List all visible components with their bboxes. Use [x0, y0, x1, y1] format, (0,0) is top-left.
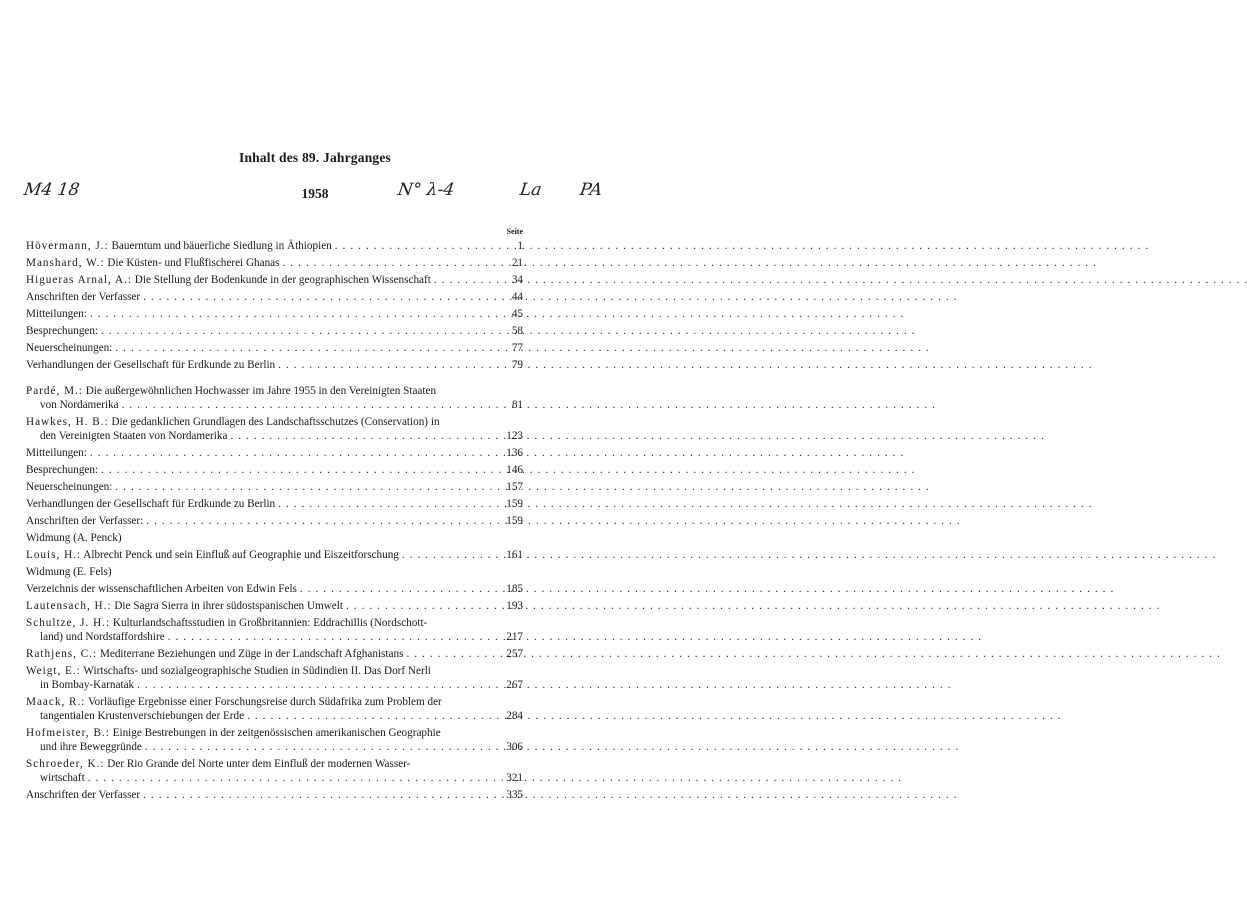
toc-entry-line	[26, 565, 523, 579]
toc-entry-line	[26, 726, 523, 740]
toc-entry-leader-dots	[140, 788, 499, 802]
toc-entry-line	[26, 256, 523, 270]
toc-entry-page-number: 136	[506, 447, 523, 459]
toc-entry	[26, 531, 523, 545]
toc-entry-page-number: 77	[511, 342, 523, 354]
toc-entry-continuation: und ihre Beweggründe	[40, 741, 142, 753]
toc-entry-line	[26, 599, 523, 613]
toc-entry	[26, 599, 523, 613]
toc-entry-author: Higueras Arnal, A.:	[26, 274, 132, 286]
toc-entry	[26, 582, 523, 596]
toc-entry-text	[26, 599, 343, 613]
toc-entry	[26, 497, 523, 511]
toc-entry-page-number: 306	[506, 741, 523, 753]
toc-entry-text	[26, 256, 280, 270]
toc-entry-continuation: wirtschaft	[40, 772, 85, 784]
toc-entry-author: Schultze, J. H.:	[26, 617, 111, 629]
toc-entry-line	[26, 463, 523, 477]
toc-entry-leader-dots	[275, 497, 499, 511]
toc-entry	[26, 307, 523, 321]
toc-entry-leader-dots	[142, 740, 499, 754]
toc-entry-leader-dots	[297, 582, 499, 596]
toc-entry-text	[26, 788, 140, 802]
toc-entry-title: Neuerscheinungen:	[26, 342, 113, 354]
toc-entry-text	[26, 307, 87, 321]
toc-entry-text	[26, 358, 275, 372]
toc-entry-text	[26, 531, 122, 545]
toc-entry-page-number: 146	[506, 464, 523, 476]
toc-entry-page-number: 217	[506, 631, 523, 643]
toc-entry-line	[26, 664, 523, 678]
toc-entry-title: Der Rio Grande del Norte unter dem Einfluß der modernen Wasser-	[107, 758, 411, 770]
toc-entry	[26, 480, 523, 494]
toc-entry-leader-dots	[227, 429, 499, 443]
handwritten-note-1: M4 18	[22, 180, 81, 200]
toc-entry	[26, 384, 523, 412]
toc-entry-title: Widmung (A. Penck)	[26, 532, 122, 544]
toc-entry-line	[26, 757, 523, 771]
toc-entry-text	[26, 341, 112, 355]
toc-entry-text	[26, 273, 431, 287]
toc-entry-page-number: 1	[517, 240, 523, 252]
volume-year: 1958	[301, 186, 329, 201]
toc-entry-continuation: den Vereinigten Staaten von Nordamerika	[40, 430, 228, 442]
toc-entry-title: Bauerntum und bäuerliche Siedlung in Äthiopien	[111, 240, 332, 252]
toc-entry	[26, 324, 523, 338]
toc-entry-page-number: 79	[511, 359, 523, 371]
toc-entry	[26, 463, 523, 477]
toc-entry-title: Verzeichnis der wissenschaftlichen Arbeiten von Edwin Fels	[26, 583, 297, 595]
toc-entry-title: Die gedanklichen Grundlagen des Landschaftsschutzes (Conservation) in	[111, 416, 440, 428]
toc-entry-title: Wirtschafts- und sozialgeographische Studien in Südindien II. Das Dorf Nerli	[83, 665, 431, 677]
toc-entry-title: Besprechungen:	[26, 464, 99, 476]
toc-entry-text	[26, 726, 441, 740]
toc-entry-continuation-line	[26, 630, 523, 644]
toc-entry-page-number: 161	[506, 549, 523, 561]
toc-entry-leader-dots	[431, 273, 499, 287]
toc-entry-leader-dots	[119, 398, 499, 412]
toc-entry-text	[26, 616, 427, 630]
toc-entry-title: Albrecht Penck und sein Einfluß auf Geographie und Eiszeitforschung	[83, 549, 399, 561]
toc-entry-author: Hofmeister, B.:	[26, 727, 110, 739]
toc-entry-title: Die Sagra Sierra in ihrer südostspanischen Umwelt	[114, 600, 343, 612]
toc-entry-leader-dots	[399, 548, 499, 562]
toc-entry-text	[26, 446, 87, 460]
toc-entry-author: Rathjens, C.:	[26, 648, 98, 660]
toc-entry	[26, 616, 523, 644]
toc-entry	[26, 239, 523, 253]
toc-entry-line	[26, 480, 523, 494]
toc-entry	[26, 664, 523, 692]
toc-entry-continuation: tangentialen Krustenverschiebungen der Erde	[40, 710, 245, 722]
toc-entry-title: Anschriften der Verfasser:	[26, 515, 144, 527]
toc-entry-title: Verhandlungen der Gesellschaft für Erdkunde zu Berlin	[26, 359, 276, 371]
toc-entry-continuation-line	[26, 678, 523, 692]
toc-entry	[26, 290, 523, 304]
toc-entry-leader-dots	[112, 480, 499, 494]
toc-entry-page-number: 185	[506, 583, 523, 595]
toc-entry-page-number: 44	[511, 291, 523, 303]
toc-entry-continuation-line	[26, 740, 523, 754]
toc-entry-title: Besprechungen:	[26, 325, 99, 337]
toc-entry	[26, 726, 523, 754]
toc-entry-title: Die Stellung der Bodenkunde in der geographischen Wissenschaft	[134, 274, 431, 286]
toc-entry-text	[26, 239, 332, 253]
toc-entry-page-number: 45	[511, 308, 523, 320]
toc-entry-page-number: 335	[506, 789, 523, 801]
toc-entry-page-number: 284	[506, 710, 523, 722]
toc-entry	[26, 446, 523, 460]
toc-entry	[26, 341, 523, 355]
toc-entry-page-number: 257	[506, 648, 523, 660]
toc-entries	[26, 239, 523, 802]
toc-entry	[26, 788, 523, 802]
toc-entry-line	[26, 239, 523, 253]
toc-entry-line	[26, 531, 523, 545]
toc-entry-page-number: 21	[511, 257, 523, 269]
toc-entry-title: Einige Bestrebungen in der zeitgenössischen amerikanischen Geographie	[112, 727, 441, 739]
toc-entry-line	[26, 290, 523, 304]
toc-entry-text	[26, 647, 403, 661]
toc-entry-title: Die Küsten- und Flußfischerei Ghanas	[107, 257, 280, 269]
toc-entry-text	[26, 384, 436, 398]
toc-entry-leader-dots	[143, 514, 499, 528]
handwritten-note-3: La	[518, 180, 543, 200]
toc-entry-leader-dots	[87, 307, 499, 321]
toc-entry-line	[26, 788, 523, 802]
toc-entry-line	[26, 446, 523, 460]
toc-entry-author: Schroeder, K.:	[26, 758, 105, 770]
toc-entry-author: Maack, R.:	[26, 696, 86, 708]
toc-entry-author: Pardé, M.:	[26, 385, 83, 397]
toc-entry-text	[26, 324, 98, 338]
toc-entry-page-number: 157	[506, 481, 523, 493]
toc-entry-leader-dots	[134, 678, 499, 692]
toc-entry-line	[26, 582, 523, 596]
toc-entry-line	[26, 415, 523, 429]
toc-entry-page-number: 267	[506, 679, 523, 691]
toc-entry-leader-dots	[165, 630, 499, 644]
toc-entry-line	[26, 548, 523, 562]
toc-entry	[26, 565, 523, 579]
toc-entry-title: Anschriften der Verfasser	[26, 789, 141, 801]
handwritten-note-4: PA	[578, 180, 604, 200]
toc-entry-leader-dots	[98, 463, 499, 477]
table-of-contents	[26, 226, 523, 805]
toc-entry-continuation: in Bombay-Karnatak	[40, 679, 135, 691]
toc-entry-page-number: 123	[506, 430, 523, 442]
toc-entry	[26, 514, 523, 528]
toc-entry-author: Manshard, W.:	[26, 257, 105, 269]
toc-entry-leader-dots	[343, 599, 499, 613]
toc-entry-line	[26, 324, 523, 338]
toc-entry-author: Hawkes, H. B.:	[26, 416, 109, 428]
toc-entry-text	[26, 548, 399, 562]
toc-entry-line	[26, 341, 523, 355]
toc-entry	[26, 415, 523, 443]
toc-entry-leader-dots	[403, 647, 499, 661]
toc-entry-line	[26, 514, 523, 528]
toc-entry-continuation-line	[26, 398, 523, 412]
toc-entry-line	[26, 695, 523, 709]
toc-entry-title: Vorläufige Ergebnisse einer Forschungsreise durch Südafrika zum Problem der	[88, 696, 442, 708]
toc-entry-text	[26, 757, 410, 771]
toc-entry	[26, 757, 523, 785]
toc-entry-line	[26, 647, 523, 661]
toc-entry-line	[26, 358, 523, 372]
toc-entry-leader-dots	[85, 771, 499, 785]
toc-entry-continuation-line	[26, 771, 523, 785]
toc-entry-page-number: 159	[506, 498, 523, 510]
toc-entry	[26, 647, 523, 661]
toc-entry-title: Mitteilungen:	[26, 447, 87, 459]
toc-entry-text	[26, 565, 112, 579]
toc-entry-text	[26, 514, 143, 528]
toc-entry-continuation: land) und Nordstaffordshire	[40, 631, 165, 643]
toc-entry-text	[26, 463, 98, 477]
page-title: Inhalt des 89. Jahrganges	[238, 150, 392, 165]
toc-entry-leader-dots	[275, 358, 499, 372]
toc-entry-title: Verhandlungen der Gesellschaft für Erdkunde zu Berlin	[26, 498, 276, 510]
toc-entry-title: Widmung (E. Fels)	[26, 566, 112, 578]
toc-entry-line	[26, 616, 523, 630]
toc-entry-continuation-line	[26, 709, 523, 723]
toc-entry-text	[26, 290, 140, 304]
toc-entry-leader-dots	[87, 446, 499, 460]
toc-entry-author: Weigt, E.:	[26, 665, 81, 677]
toc-entry-title: Mediterrane Beziehungen und Züge in der Landschaft Afghanistans	[99, 648, 404, 660]
toc-entry-title: Kulturlandschaftsstudien in Großbritannien: Eddrachillis (Nordschott-	[112, 617, 428, 629]
toc-entry	[26, 695, 523, 723]
toc-entry-text	[26, 497, 275, 511]
toc-entry-page-number: 321	[506, 772, 523, 784]
toc-entry-leader-dots	[280, 256, 500, 270]
toc-entry-author: Louis, H.:	[26, 549, 82, 561]
toc-entry-title: Anschriften der Verfasser	[26, 291, 141, 303]
toc-entry-title: Neuerscheinungen:	[26, 481, 113, 493]
toc-entry-text	[26, 480, 112, 494]
toc-entry-text	[26, 695, 442, 709]
toc-entry-page-number: 58	[511, 325, 523, 337]
toc-entry-page-number: 81	[511, 399, 523, 411]
toc-entry-page-number: 193	[506, 600, 523, 612]
toc-entry-leader-dots	[140, 290, 499, 304]
toc-entry-author: Lautensach, H.:	[26, 600, 112, 612]
toc-entry-line	[26, 273, 523, 287]
toc-entry-line	[26, 384, 523, 398]
toc-entry-continuation: von Nordamerika	[40, 399, 119, 411]
toc-entry-leader-dots	[244, 709, 499, 723]
handwritten-note-2: N° λ-4	[396, 180, 456, 200]
toc-entry-text	[26, 582, 297, 596]
toc-entry-line	[26, 497, 523, 511]
toc-entry	[26, 256, 523, 270]
toc-entry-text	[26, 664, 431, 678]
toc-entry-continuation-line	[26, 429, 523, 443]
toc-entry-title: Mitteilungen:	[26, 308, 87, 320]
toc-entry	[26, 358, 523, 372]
toc-entry-leader-dots	[332, 239, 499, 253]
page-column-label: Seite	[506, 227, 523, 236]
toc-entry-line	[26, 307, 523, 321]
toc-entry-page-number: 34	[511, 274, 523, 286]
toc-entry-leader-dots	[98, 324, 499, 338]
toc-entry-author: Hövermann, J.:	[26, 240, 109, 252]
toc-entry-leader-dots	[112, 341, 499, 355]
toc-entry-text	[26, 415, 440, 429]
toc-entry-page-number: 159	[506, 515, 523, 527]
toc-entry	[26, 548, 523, 562]
toc-entry	[26, 273, 523, 287]
toc-entry-title: Die außergewöhnlichen Hochwasser im Jahre 1955 in den Vereinigten Staaten	[85, 385, 437, 397]
